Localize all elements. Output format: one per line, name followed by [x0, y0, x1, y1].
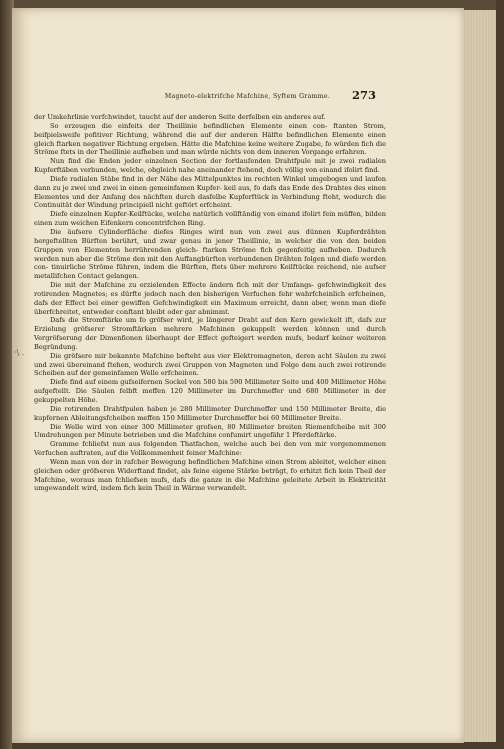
- paragraph: Wenn man von der in rafcher Bewegung befindlichen Mafchine einen Strom ableitet, welcher einen gleichen oder gröfseren Widerftand findet, als feine eigene Stärke beträgt, fo erhitzt fich kein Theil der Mafchine, woraus man fchliefsen mufs, dafs die ganze in die Mafchine geleitete Arbeit in Elektricität umgewandelt wird, indem fich kein Theil in Wärme verwandelt.: [34, 457, 386, 493]
- page-edges: [462, 10, 500, 742]
- book-bottom-edge: [12, 742, 504, 749]
- paragraph: Diefe radialen Stäbe find in der Nähe des Mittelpunktes im rechten Winkel umgebogen und laufen dann zu je zwei und zwei in einen gemeinfamen Kupfer- keil aus, fo dafs das Ende des Drahtes des einen Elementes und der Anfang des nächften durch dasfelbe Kupferftück in Verbindung fteht, wodurch die Continuität der Windung principiell nicht geftört erfcheint.: [34, 174, 386, 210]
- paragraph: Die mit der Mafchine zu erzielenden Effecte ändern fich mit der Umfangs- gefchwindigkeit des rotirenden Magnetes; es dürfte jedoch nach den bisherigen Verfuchen fehr wahrfcheinlich erfcheinen, dafs der Effect bei einer gewiffen Gefchwindigkeit ein Maximum erreicht, dann aber, wenn man diefe überfchreitet, entweder conftant bleibt oder gar abnimmt.: [34, 281, 386, 316]
- paragraph: Gramme fchliefst nun aus folgenden Thatfachen, welche auch bei den von mir vorgenommenen Verfuchen auftraten, auf die Vollkommenheit feiner Mafchine:: [34, 440, 386, 458]
- body-text: [34, 113, 386, 493]
- margin-mark: ·\ .: [14, 348, 25, 357]
- paragraph: Die äufsere Cylinderfläche diefes Ringes wird nun von zwei aus dünnen Kupferdrähten hergeftellten Bürften berührt, und zwar genau in jener Theillinie, in welcher die von den beiden Gruppen von Elementen herrührenden gleich- ftarken Ströme fich gegenfeitig aufheben. Dadurch werden nun aber die Ströme den mit den Auffangbürften verbundenen Drähten folgen und diefe werden con- tinuirliche Ströme führen, indem die Bürften, ftets über mehrere Keilftücke reichend, nie aufser metallifchen Contact gelangen.: [34, 227, 386, 281]
- paragraph: So erzeugen die einfeits der Theillinie befindlichen Elemente einen con- ftanten Strom, beifpielsweife pofitiver Richtung, während die auf der anderen Hälfte befindlichen Elemente einen gleich ftarken negativer Richtung ergeben. Hätte die Mafchine keine weitere Zugabe, fo würden fich die Ströme ftets in der Theillinie aufheben und man würde nichts von dem inneren Vorgange erfahren.: [34, 121, 386, 157]
- paragraph: der Umkehrlinie verfchwindet, taucht auf der anderen Seite derfelben ein anderes auf.: [34, 113, 326, 121]
- page-number: 273: [352, 88, 377, 102]
- paragraph: Nun find die Enden jeder einzelnen Section der fortlaufenden Drahtfpule mit je zwei radialen Kupferftäben verbunden, welche, obgleich nahe aneinander ftehend, doch völlig von einand ifolirt find.: [34, 157, 386, 175]
- paragraph: Die gröfsere mir bekannte Mafchine befteht aus vier Elektromagneten, deren acht Säulen zu zwei und zwei übereinand ftehen, wodurch zwei Gruppen von Magneten und Folge dem auch zwei rotirende Scheiben auf der gemeinfamen Welle erfcheinen.: [34, 351, 386, 378]
- paragraph: Diefe find auf einem gufseifernen Sockel von 580 bis 590 Millimeter Seite und 400 Millimeter Höhe aufgeftellt. Die Säulen felbft meffen 120 Millimeter im Durchmeffer und 680 Millimeter in der gekuppelten Höhe.: [34, 378, 386, 404]
- paragraph: Diefe einzelnen Kupfer-Keilftücke, welche natürlich vollftändig von einand ifolirt fein müffen, bilden einen zum weichen Eifenkern concentrifchen Ring.: [34, 210, 386, 228]
- paragraph: Dafs die Stromftärke um fo gröfser wird, je längerer Draht auf den Kern gewickelt ift, dafs zur Erzielung gröfserer Stromftärken mehrere Mafchinen gekuppelt werden können und durch Vergröfserung der Dimenfionen überhaupt der Effect gefteigert werden mufs, bedarf keiner weiteren Begründung.: [34, 316, 386, 351]
- paragraph: Die Welle wird von einer 300 Millimeter grofsen, 80 Millimeter breiten Riemenfcheibe mit 300 Umdrehungen per Minute betrieben und die Mafchine confumirt ungefähr 1 Pferdeftärke.: [34, 422, 386, 440]
- running-title: Magneto-elektrifche Mafchine, Syftem Gramme.: [164, 93, 331, 100]
- book-cover-edge: [496, 0, 504, 749]
- paragraph: Die rotirenden Drahtfpulen haben je 280 Millimeter Durchmeffer und 150 Millimeter Breite, die kupfernen Ableitungsfcheiben meffen 150 Millimeter Durchmeffer bei 60 Millimeter Breite.: [34, 404, 386, 422]
